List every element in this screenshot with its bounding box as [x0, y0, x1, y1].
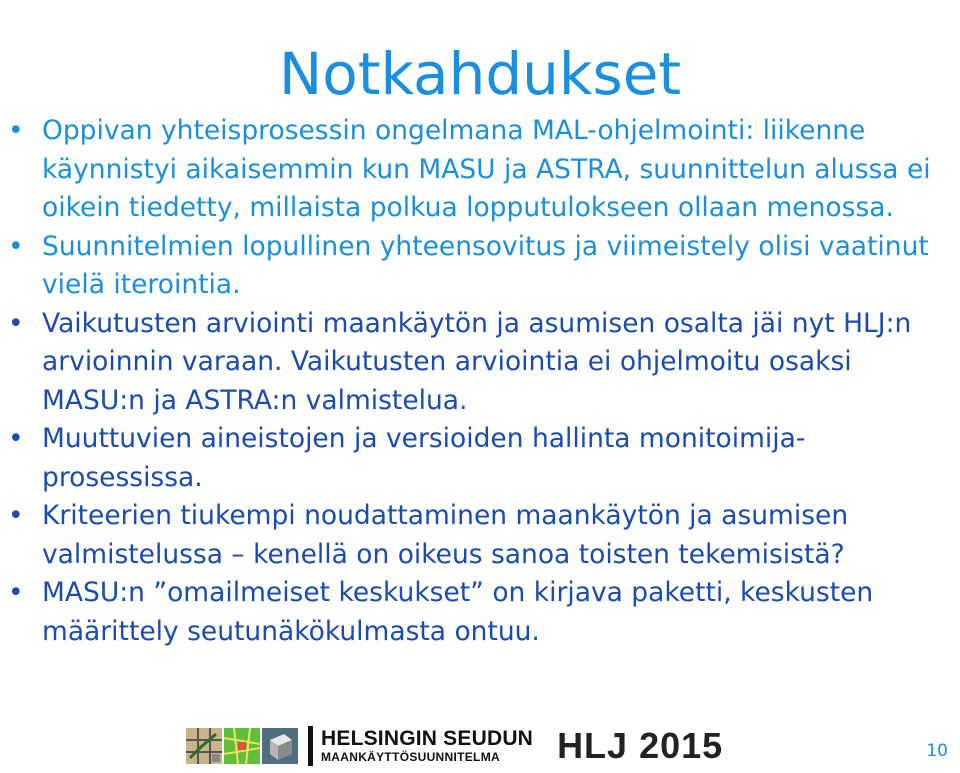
bullet-dot: • [8, 577, 24, 608]
org-line-1: HELSINGIN SEUDUN [321, 727, 534, 750]
cube-icon [262, 728, 298, 764]
footer-logo [186, 724, 723, 768]
bullet-dot: • [8, 307, 24, 339]
bullet-item [8, 112, 954, 228]
bullet-item [8, 420, 954, 497]
bullet-dot: • [8, 423, 24, 454]
org-name [321, 728, 533, 764]
logo-icons [186, 728, 298, 764]
logo-divider [308, 726, 313, 766]
org-line-2: MAANKÄYTTÖSUUNNITELMA [321, 750, 500, 764]
page-number: 10 [926, 741, 948, 761]
bullet-item [8, 228, 954, 305]
bullet-dot: • [8, 115, 24, 146]
bullet-dot: • [8, 230, 24, 262]
green-map-icon [224, 728, 260, 764]
bullet-item [8, 497, 954, 574]
bullet-text: Oppivan yhteisprosessin ongelmana MAL-ohjelmointi: liikenne käynnistyi aikaisemmin kun MASU ja ASTRA, suunnittelun alussa ei oikein tiedetty, millaista polkua lopputulokseen ollaan menossa. [42, 115, 931, 223]
bullet-item [8, 574, 954, 651]
bullet-text: Suunnitelmien lopullinen yhteensovitus ja viimeistely olisi vaatinut vielä iterointia. [42, 230, 929, 300]
plan-name: HLJ 2015 [557, 725, 724, 766]
bullet-text: Kriteerien tiukempi noudattaminen maankäytön ja asumisen valmistelussa – kenellä on oikeus sanoa toisten tekemisistä? [42, 500, 849, 570]
map-grid-icon [186, 728, 222, 764]
page-title: Notkahdukset [278, 39, 682, 108]
bullet-text: Vaikutusten arviointi maankäytön ja asumisen osalta jäi nyt HLJ:n arvioinnin varaan. Vaikutusten arviointia ei ohjelmoitu osaksi MASU:n ja ASTRA:n valmistelua. [42, 307, 912, 416]
bullet-text: MASU:n ”omailmeiset keskukset” on kirjava paketti, keskusten määrittely seutunäkökulmasta ontuu. [42, 577, 874, 647]
bullet-item [8, 305, 954, 421]
bullet-dot: • [8, 500, 24, 531]
bullet-text: Muuttuvien aineistojen ja versioiden hallinta monitoimija-prosessissa. [42, 423, 806, 493]
bullet-list [8, 112, 954, 651]
